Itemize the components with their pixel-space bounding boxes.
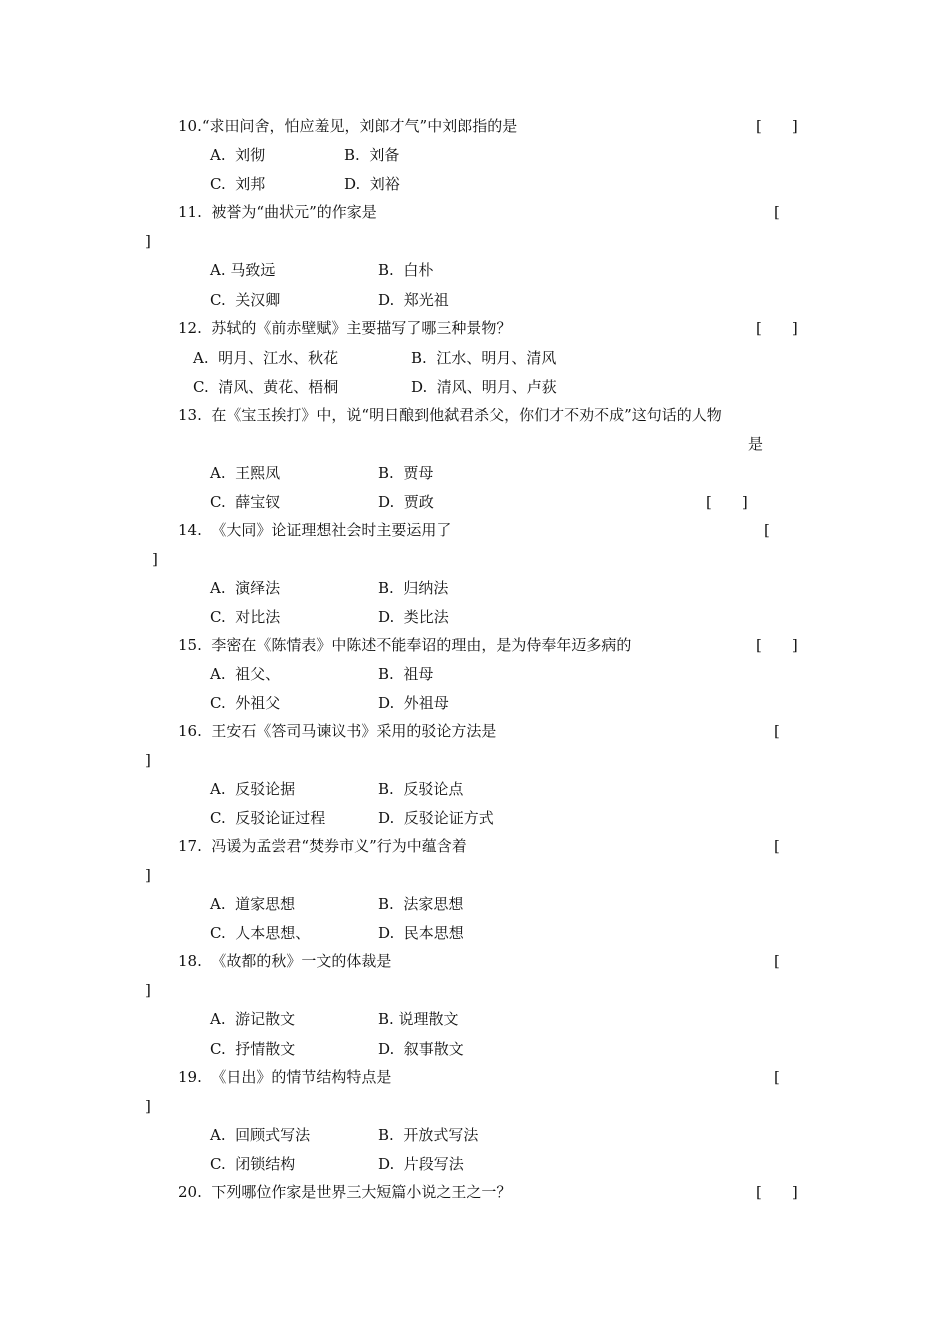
question-number: 18. bbox=[178, 952, 202, 970]
option-c: C. 薛宝钗 bbox=[210, 493, 281, 511]
option-d: D. 类比法 bbox=[378, 608, 449, 626]
question-number: 13. bbox=[178, 406, 202, 424]
question-19 bbox=[178, 1067, 391, 1087]
answer-bracket-close: ] bbox=[145, 232, 151, 250]
option-d: D. 片段写法 bbox=[378, 1155, 464, 1173]
question-17 bbox=[178, 836, 467, 856]
answer-bracket-open: [ bbox=[764, 521, 770, 539]
option-a: A. 明月、江水、秋花 bbox=[193, 349, 339, 367]
option-d: D. 叙事散文 bbox=[378, 1040, 464, 1058]
option-c: C. 刘邦 bbox=[210, 175, 266, 193]
option-c: C. 闭锁结构 bbox=[210, 1155, 296, 1173]
question-15 bbox=[178, 635, 631, 655]
option-a: A. 刘彻 bbox=[210, 146, 266, 164]
option-a: A. 道家思想 bbox=[210, 895, 296, 913]
answer-bracket: [ ] bbox=[756, 117, 798, 135]
question-stem: 被誉为“曲状元”的作家是 bbox=[211, 203, 377, 221]
answer-bracket-open: [ bbox=[774, 837, 780, 855]
question-stem-continued: 是 bbox=[748, 435, 764, 453]
option-d: D. 刘裕 bbox=[344, 175, 400, 193]
question-stem: 苏轼的《前赤壁赋》主要描写了哪三种景物？ bbox=[211, 319, 512, 337]
option-a: A. 演绎法 bbox=[210, 579, 281, 597]
option-b: B. 贾母 bbox=[378, 464, 434, 482]
answer-bracket-close: ] bbox=[145, 866, 151, 884]
question-stem: 《故都的秋》一文的体裁是 bbox=[211, 952, 392, 970]
option-d: D. 反驳论证方式 bbox=[378, 809, 494, 827]
question-number: 15. bbox=[178, 636, 202, 654]
option-b: B. 开放式写法 bbox=[378, 1126, 479, 1144]
option-d: D. 郑光祖 bbox=[378, 291, 449, 309]
answer-bracket-open: [ bbox=[774, 203, 780, 221]
option-c: C. 对比法 bbox=[210, 608, 281, 626]
answer-bracket-open: [ bbox=[774, 1068, 780, 1086]
question-20 bbox=[178, 1182, 511, 1202]
question-stem: 《大同》论证理想社会时主要运用了 bbox=[211, 521, 452, 539]
option-d: D. 清风、明月、卢荻 bbox=[411, 378, 557, 396]
question-16 bbox=[178, 721, 496, 741]
answer-bracket-close: ] bbox=[145, 981, 151, 999]
question-stem: 王安石《答司马谏议书》采用的驳论方法是 bbox=[211, 722, 497, 740]
question-stem: 《日出》的情节结构特点是 bbox=[211, 1068, 392, 1086]
option-c: C. 关汉卿 bbox=[210, 291, 281, 309]
question-14 bbox=[178, 520, 451, 540]
option-a: A. 游记散文 bbox=[210, 1010, 296, 1028]
question-18 bbox=[178, 951, 391, 971]
option-c: C. 外祖父 bbox=[210, 694, 281, 712]
answer-bracket: [ ] bbox=[756, 636, 798, 654]
option-a: A. 马致远 bbox=[210, 261, 276, 279]
option-b: B. 说理散文 bbox=[378, 1010, 459, 1028]
question-12 bbox=[178, 318, 511, 338]
question-stem: 在《宝玉挨打》中，说“明日酿到他弑君杀父，你们才不劝不成”这句话的人物 bbox=[211, 406, 722, 424]
answer-bracket: [ ] bbox=[756, 319, 798, 337]
answer-bracket-open: [ bbox=[774, 952, 780, 970]
question-number: 16. bbox=[178, 722, 202, 740]
option-d: D. 贾政 bbox=[378, 493, 434, 511]
question-10 bbox=[178, 116, 517, 136]
question-number: 20. bbox=[178, 1183, 202, 1201]
option-a: A. 王熙凤 bbox=[210, 464, 281, 482]
answer-bracket-close: ] bbox=[145, 751, 151, 769]
question-number: 11. bbox=[178, 203, 202, 221]
question-number: 12. bbox=[178, 319, 202, 337]
question-stem: “求田问舍，怕应羞见，刘郎才气”中刘郎指的是 bbox=[201, 117, 518, 135]
option-d: D. 民本思想 bbox=[378, 924, 464, 942]
question-number: 19. bbox=[178, 1068, 202, 1086]
answer-bracket: [ ] bbox=[706, 493, 748, 511]
question-11 bbox=[178, 202, 377, 222]
option-a: A. 反驳论据 bbox=[210, 780, 296, 798]
option-c: C. 清风、黄花、梧桐 bbox=[193, 378, 339, 396]
option-d: D. 外祖母 bbox=[378, 694, 449, 712]
answer-bracket-open: [ bbox=[774, 722, 780, 740]
option-b: B. 白朴 bbox=[378, 261, 434, 279]
answer-bracket: [ ] bbox=[756, 1183, 798, 1201]
option-b: B. 祖母 bbox=[378, 665, 434, 683]
question-stem: 冯谖为孟尝君“焚券市义”行为中蕴含着 bbox=[211, 837, 467, 855]
question-stem: 李密在《陈情表》中陈述不能奉诏的理由，是为侍奉年迈多病的 bbox=[211, 636, 632, 654]
option-c: C. 反驳论证过程 bbox=[210, 809, 326, 827]
question-number: 14. bbox=[178, 521, 202, 539]
option-b: B. 法家思想 bbox=[378, 895, 464, 913]
option-a: A. 祖父、 bbox=[210, 665, 281, 683]
option-b: B. 归纳法 bbox=[378, 579, 449, 597]
answer-bracket-close: ] bbox=[145, 1097, 151, 1115]
question-stem: 下列哪位作家是世界三大短篇小说之王之一？ bbox=[211, 1183, 512, 1201]
option-b: B. 反驳论点 bbox=[378, 780, 464, 798]
option-a: A. 回顾式写法 bbox=[210, 1126, 311, 1144]
option-b: B. 刘备 bbox=[344, 146, 400, 164]
question-13 bbox=[178, 405, 722, 425]
question-number: 10. bbox=[178, 117, 202, 135]
option-c: C. 人本思想、 bbox=[210, 924, 311, 942]
option-b: B. 江水、明月、清风 bbox=[411, 349, 557, 367]
option-c: C. 抒情散文 bbox=[210, 1040, 296, 1058]
question-number: 17. bbox=[178, 837, 202, 855]
answer-bracket-close: ] bbox=[152, 550, 158, 568]
